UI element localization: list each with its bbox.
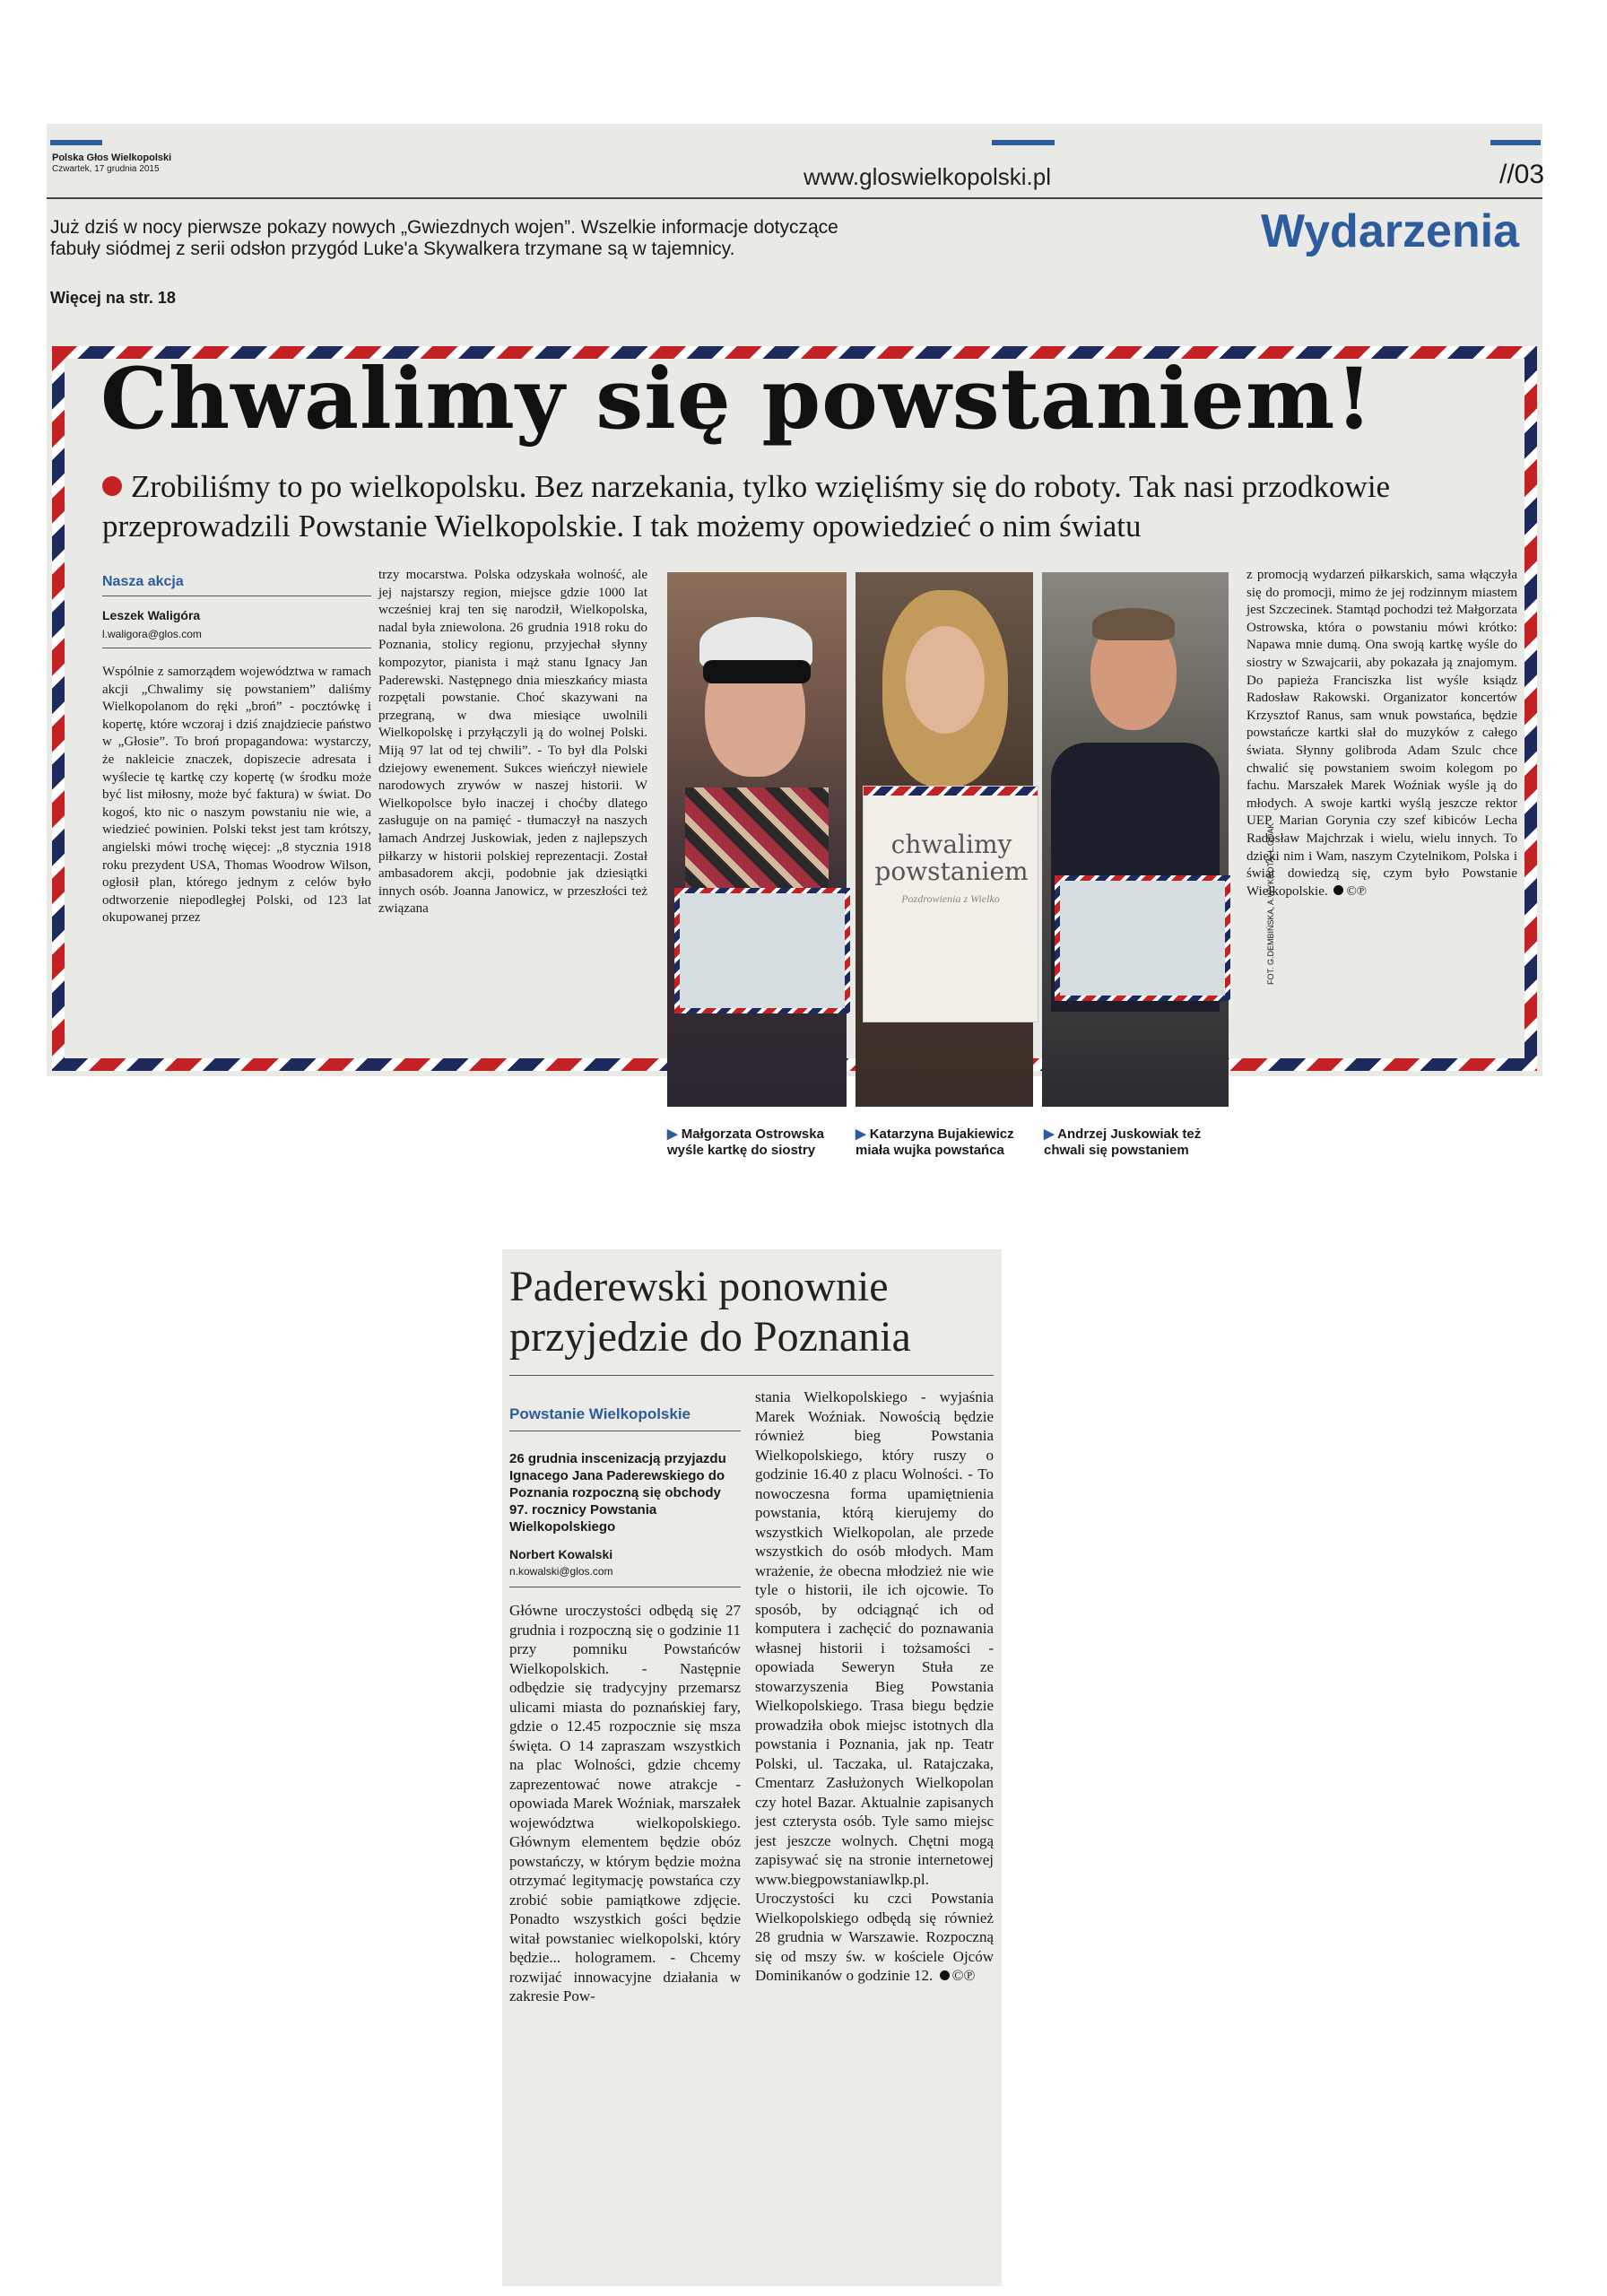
photo-juskowiak <box>1042 572 1229 1107</box>
header-blue-bar <box>1490 140 1541 145</box>
teaser-text: Już dziś w nocy pierwsze pokazy nowych „Gwiezdnych wojen”. Wszelkie informacje dotyczące fabuły siódmej z serii odsłon przygód Luke'a Skywalkera trzymane są w tajemnicy. <box>50 217 838 259</box>
caption-text: Andrzej Juskowiak też chwali się powstaniem <box>1044 1126 1202 1158</box>
newspaper-clipping-second <box>502 1249 1002 2286</box>
section-title: Wydarzenia <box>1261 205 1520 257</box>
website-url: www.gloswielkopolski.pl <box>804 163 1051 190</box>
article-kicker: Powstanie Wielkopolskie <box>509 1405 691 1422</box>
article-column-2: trzy mocarstwa. Polska odzyskała wolność, ale jej najstarszy region, miejsce gdzie 1000 lat wcześniej kraj ten się narodził, Wielkopolska, nadal była zniewolona. 26 grudnia 1918 roku do Poznania, stolicy regionu, przyjechał słynny kompozytor, pianista i mąż stanu Ignacy Jan Paderewski. Następnego dnia mieszkańcy miasta rozpętali powstanie. Choć skazywani na przegraną, w dwa miesiące uwolnili Wielkopolskę i przyłączyli ją do wolnej Polski. Miją 97 lat od tej chwili”. - To był dla Polski dziejowy ewenement. Sukces wieńczył niewiele narodowych zrywów w naszej historii. W Wielkopolsce było inaczej i choćby dlatego zasługuje on na pamięć - tłumaczył na naszych łamach Andrzej Juskowiak, jeden z najlepszych piłkarzy w historii polskiej reprezentacji. Został ambasadorem akcji, podobnie jak dziesiątki innych osób. Joanna Janowicz, w przeszłości też związana <box>378 568 647 917</box>
column-3-text: z promocją wydarzeń piłkarskich, sama włączyła się do promocji, mimo że jej rodzinnym miastem jest Szczecinek. Stamtąd pochodzi też Małgorzata Ostrowska, która o powstaniu mówi krótko: Napawa mnie dumą. Ona swoją kartkę wyśle do siostry w Szwajcarii, aby pokazała ją znajomym. Do papieża Franciszka list wyśle ksiądz Radosław Rakowski. Organizator koncertów Krzysztof Ranus, sam wnuk powstańca, będzie powstańcze kartki słał do muzyków z całego świata. Słynny golibroda Adam Szulc chce chwalić się powstaniem swoim kolegom po fachu. Marszałek Marek Woźniak wyśle ją do młodych. A swoje kartki wyślą jeszcze rektor UEP Marian Gorynia czy szef kibiców Lecha Radosław Majchrzak i wielu, wielu innych. To dzięki nim i Wam, naszym Czytelnikom, Polska i świat dowiedzą się, czym było Powstanie Wielkopolskie. <box>1247 568 1517 899</box>
article-column-2 <box>755 1387 994 1986</box>
end-mark-icon <box>940 1970 950 1980</box>
end-mark-icon <box>1333 885 1343 895</box>
caption-text: Małgorzata Ostrowska wyśle kartkę do siostry <box>667 1126 824 1158</box>
postcard-image <box>674 888 850 1013</box>
author-name: Leszek Waligóra <box>102 608 201 622</box>
postcard-subtitle: Pozdrowienia z Wielko <box>901 892 1000 905</box>
article-lead <box>102 467 1519 546</box>
photo-hair <box>1092 608 1175 640</box>
photo-caption <box>667 1126 847 1159</box>
photo-caption <box>856 1126 1035 1159</box>
lead-text: Zrobiliśmy to po wielkopolsku. Bez narzekania, tylko wzięliśmy się do roboty. Tak nasi przodkowie przeprowadzili Powstanie Wielkopolskie. I tak możemy opowiedzieć o nim światu <box>102 469 1391 544</box>
caption-arrow-icon: ▶ <box>856 1126 870 1142</box>
caption-arrow-icon: ▶ <box>1044 1126 1058 1142</box>
page-number: //03 <box>1499 160 1545 189</box>
photo-credit: FOT. G.DEMBIŃSKA, A.WYKROTA, Ł.GDAK <box>1266 822 1275 985</box>
publication-name: Polska Głos Wielkopolski <box>52 152 172 163</box>
postcard-image <box>1055 875 1230 1001</box>
header-rule <box>47 197 1542 199</box>
postcard-stripe <box>864 787 1038 796</box>
signoff: ©℗ <box>1346 883 1368 899</box>
postcard-cover <box>863 786 1038 1022</box>
article-headline: Chwalimy się powstaniem! <box>100 350 1374 448</box>
postcard-title: chwalimy powstaniem <box>874 830 1029 886</box>
article-column-1: Główne uroczystości odbędą się 27 grudnia i rozpoczną się o godzinie 11 przy pomniku Powstańców Wielkopolskich. - Następnie odbędzie się tradycyjny przemarsz ulicami miasta do poznańskiej fary, gdzie o 12.45 rozpocznie się msza święta. O 14 zapraszam wszystkich na plac Wolności, gdzie chcemy zaprezentować nowe atrakcje - opowiada Marek Woźniak, marszałek województwa wielkopolskiego. Głównym elementem będzie obóz powstańczy, w którym będzie można otrzymać legitymację powstańca czy zrobić sobie pamiątkowe zdjęcie. Ponadto wszystkich gości będzie witał powstaniec wielkopolski, który będzie... hologramem. - Chcemy rozwijać innowacyjne działania w zakresie Pow- <box>509 1602 741 2005</box>
issue-date: Czwartek, 17 grudnia 2015 <box>52 164 160 174</box>
teaser-more: Więcej na str. 18 <box>50 289 176 307</box>
bullet-dot-icon <box>102 476 122 496</box>
caption-text: Katarzyna Bujakiewicz miała wujka powstańca <box>856 1126 1014 1158</box>
newspaper-clipping-main <box>47 124 1545 1158</box>
author-name: Norbert Kowalski <box>509 1547 613 1561</box>
header-blue-bar <box>992 140 1055 145</box>
column-2-text: stania Wielkopolskiego - wyjaśnia Marek Woźniak. Nowością będzie również bieg Powstania Wielkopolskiego, który ruszy o godzinie 16.40 z placu Wolności. - To nowoczesna forma upamiętnienia powstania, którą kierujemy do wszystkich Wielkopolan, ale przede wszystkich do osób młodych. Mam wrażenie, że obecna młodzież nie wie tyle o historii, ile ich ojcowie. To sposób, by odciągnąć ich od komputera i zachęcić do poznawania własnej historii i tożsamości - opowiada Seweryn Stuła ze stowarzyszenia Bieg Powstania Wielkopolskiego. Trasa biegu będzie prowadziła obok miejsc istotnych dla powstania i Poznania, jak np. Teatr Polski, ul. Taczaka, ul. Ratajczaka, Cmentarz Zasłużonych Wielkopolan czy hotel Bazar. Aktualnie zapisanych jest czterysta osób. Tyle samo miejsc jest jeszcze wolnych. Chętni mogą zapisywać się na stronie internetowej www.biegpowstaniawlkp.pl. Uroczystości ku czci Powstania Wielkopolskiego odbędą się również 28 grudnia w Warszawie. Rozpoczną się od mszy św. w kościele Ojców Dominikanów o godzinie 12. <box>755 1388 994 1984</box>
photo-face <box>906 626 985 734</box>
headline-rule <box>509 1375 994 1376</box>
article-column-1: Wspólnie z samorządem województwa w ramach akcji „Chwalimy się powstaniem” daliśmy Wielkopolanom do ręki „broń” - pocztówkę i kopertę, które wczoraj i dziś znajdziecie państwo w „Głosie”. To broń propagandowa: wystarczy, że nakleicie znaczek, dopiszecie adresata i wyślecie tę kartkę czy kopertę (w środku może być list miłosny, może być faktura) w świat. Do kogoś, kto nic o naszym powstaniu nie wie, a wiedzieć powinien. Polski tekst jest tam krótszy, angielski mówi trochę więcej: „8 stycznia 1918 roku prezydent USA, Thomas Woodrow Wilson, ogłosił plan, którego jednym z celów było odtworzenie niepodległej Polski, od 123 lat okupowanej przez <box>102 665 371 926</box>
article-intro: 26 grudnia inscenizacją przyjazdu Ignacego Jana Paderewskiego do Poznania rozpoczną się obchody 97. rocznicy Powstania Wielkopolskiego <box>509 1451 726 1535</box>
article-column-3 <box>1247 567 1517 900</box>
author-email: l.waligora@glos.com <box>102 628 202 640</box>
header-blue-bar <box>50 140 102 145</box>
photo-ostrowska <box>667 572 847 1107</box>
signoff: ©℗ <box>951 1967 976 1984</box>
article-kicker: Nasza akcja <box>102 574 184 589</box>
caption-arrow-icon: ▶ <box>667 1126 682 1142</box>
article-headline: Paderewski ponownie przyjedzie do Poznania <box>509 1263 911 1361</box>
sunglasses-icon <box>703 660 811 683</box>
photo-caption <box>1044 1126 1229 1159</box>
author-email: n.kowalski@glos.com <box>509 1565 613 1578</box>
